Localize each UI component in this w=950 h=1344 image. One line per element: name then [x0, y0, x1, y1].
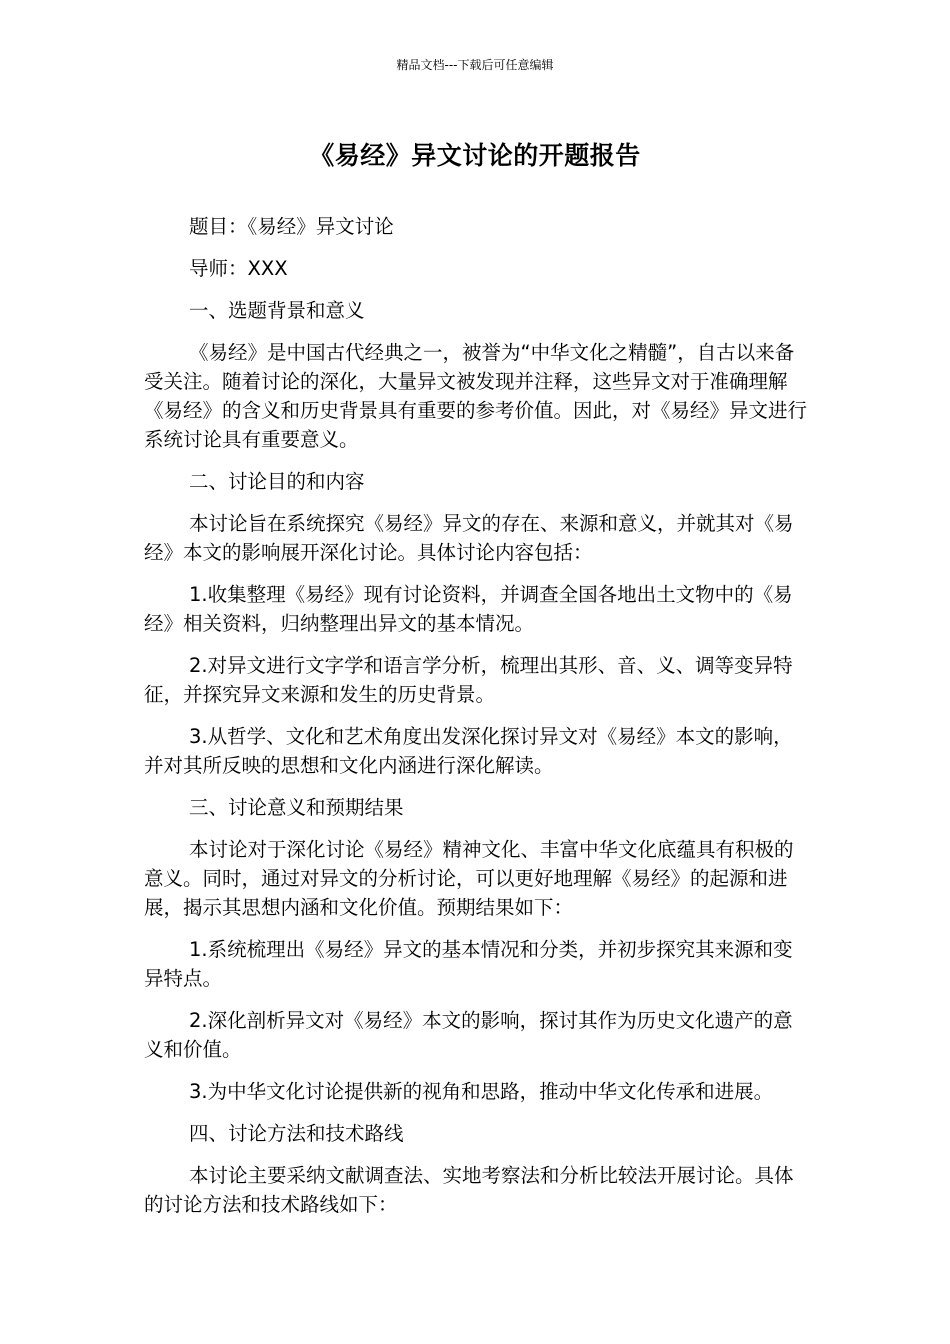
document-title: 《易经》异文讨论的开题报告 [309, 141, 641, 170]
document-body [144, 212, 808, 1232]
content-item-2: 2.对异文进行文字学和语言学分析，梳理出其形、音、义、调等变异特征，并探究异文来源和发生的历史背景。 [144, 654, 793, 706]
methods-paragraph: 本讨论主要采纳文献调查法、实地考察法和分析比较法开展讨论。具体的讨论方法和技术路线如下： [144, 1164, 794, 1216]
significance-paragraph: 本讨论对于深化讨论《易经》精神文化、丰富中华文化底蕴具有积极的意义。同时，通过对异文的分析讨论，可以更好地理解《易经》的起源和进展，揭示其思想内涵和文化价值。预期结果如下： [144, 838, 794, 919]
advisor-line: 导师：XXX [189, 257, 288, 280]
header-watermark: 精品文档---下载后可任意编辑 [396, 58, 554, 72]
purpose-paragraph: 本讨论旨在系统探究《易经》异文的存在、来源和意义，并就其对《易经》本文的影响展开深化讨论。具体讨论内容包括： [144, 512, 794, 564]
result-item-2: 2.深化剖析异文对《易经》本文的影响，探讨其作为历史文化遗产的意义和价值。 [144, 1009, 793, 1061]
result-item-1: 1.系统梳理出《易经》异文的基本情况和分类，并初步探究其来源和变异特点。 [144, 938, 793, 990]
content-item-1: 1.收集整理《易经》现有讨论资料，并调查全国各地出土文物中的《易经》相关资料，归纳整理出异文的基本情况。 [144, 583, 793, 635]
content-item-3: 3.从哲学、文化和艺术角度出发深化探讨异文对《易经》本文的影响，并对其所反映的思想和文化内涵进行深化解读。 [144, 725, 793, 777]
section-heading-background: 一、选题背景和意义 [189, 299, 365, 322]
section-heading-methods: 四、讨论方法和技术路线 [189, 1122, 404, 1145]
section-heading-significance: 三、讨论意义和预期结果 [189, 796, 404, 819]
background-paragraph: 《易经》是中国古代经典之一，被誉为“中华文化之精髓”，自古以来备受关注。随着讨论的深化，大量异文被发现并注释，这些异文对于准确理解《易经》的含义和历史背景具有重要的参考价值。因此，对《易经》异文进行系统讨论具有重要意义。 [144, 341, 808, 451]
section-heading-purpose: 二、讨论目的和内容 [189, 470, 365, 493]
result-item-3: 3.为中华文化讨论提供新的视角和思路，推动中华文化传承和进展。 [189, 1080, 774, 1103]
topic-line: 题目：《易经》异文讨论 [189, 215, 394, 238]
